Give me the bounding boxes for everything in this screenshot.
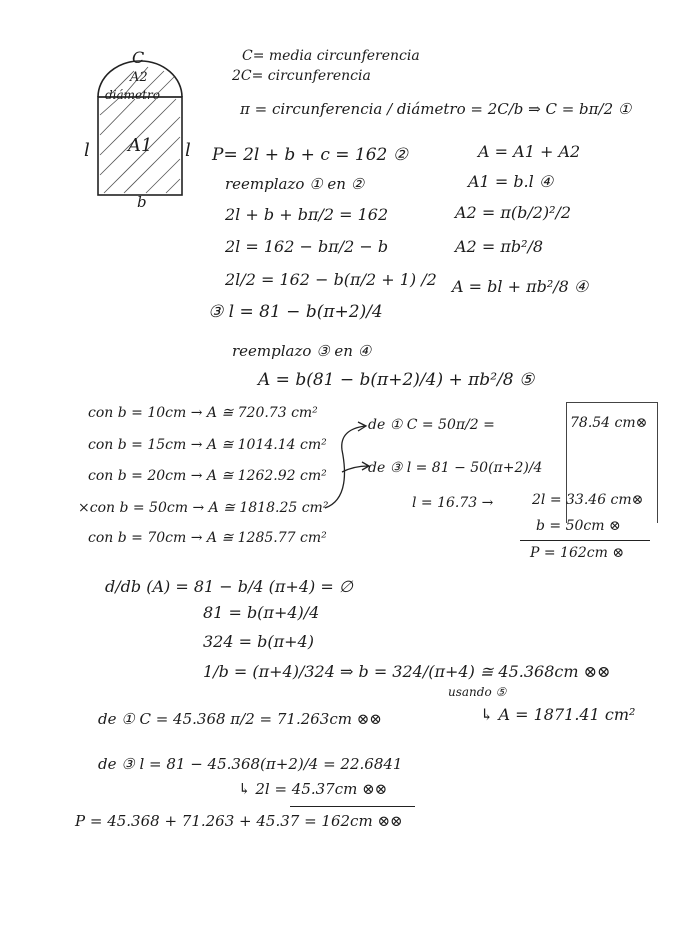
definition-c: C= media circunferencia bbox=[242, 48, 420, 64]
equation-l: ③ l = 81 − b(π+2)/4 bbox=[208, 302, 383, 322]
check-c-value: 78.54 cm⊗ bbox=[570, 415, 648, 431]
optimal-b: 1/b = (π+4)/324 ⇒ b = 324/(π+4) ≅ 45.368cm ⊗⊗ bbox=[203, 662, 611, 681]
underline-2l bbox=[290, 806, 415, 807]
area-total: A = bl + πb²/8 ④ bbox=[452, 277, 589, 296]
trial-b50: ×con b = 50cm → A ≅ 1818.25 cm² bbox=[78, 500, 329, 516]
equation-2: 2l = 162 − bπ/2 − b bbox=[225, 237, 389, 256]
check-perimeter: P = 162cm ⊗ bbox=[530, 545, 625, 561]
replace-3-in-4: reemplazo ③ en ④ bbox=[232, 342, 372, 360]
check-b-value: b = 50cm ⊗ bbox=[536, 518, 621, 534]
check-l-value: l = 16.73 → bbox=[412, 495, 494, 511]
equation-3: 2l/2 = 162 − b(π/2 + 1) /2 bbox=[225, 270, 437, 289]
derivation-step-2: 324 = b(π+4) bbox=[203, 632, 314, 651]
area-a1-label: A1 bbox=[128, 135, 153, 156]
optimal-l: de ③ l = 81 − 45.368(π+2)/4 = 22.6841 bbox=[98, 755, 403, 773]
side-right-label: l bbox=[185, 140, 191, 161]
final-perimeter: P = 45.368 + 71.263 + 45.37 = 162cm ⊗⊗ bbox=[75, 812, 403, 830]
maximum-area: ↳ A = 1871.41 cm² bbox=[480, 705, 636, 724]
using-equation-5: usando ⑤ bbox=[448, 685, 507, 699]
pi-definition: π = circunferencia / diámetro = 2C/b ⇒ C = bπ/2 ① bbox=[240, 100, 632, 118]
area-a2-label: A2 bbox=[130, 70, 148, 85]
base-label: b bbox=[137, 193, 147, 211]
derivative-equation: d/db (A) = 81 − b/4 (π+4) = ∅ bbox=[105, 577, 353, 596]
trial-b10: con b = 10cm → A ≅ 720.73 cm² bbox=[88, 405, 318, 421]
check-c-from-1: de ① C = 50π/2 = bbox=[368, 417, 495, 433]
trial-b20: con b = 20cm → A ≅ 1262.92 cm² bbox=[88, 468, 327, 484]
derivation-step-1: 81 = b(π+4)/4 bbox=[203, 603, 320, 622]
perimeter-equation: P= 2l + b + c = 162 ② bbox=[212, 145, 408, 165]
definition-2c: 2C= circunferencia bbox=[232, 68, 371, 84]
check-l-from-3: de ③ l = 81 − 50(π+2)/4 bbox=[368, 460, 543, 476]
area-sum: A = A1 + A2 bbox=[478, 142, 581, 161]
optimal-2l: ↳ 2l = 45.37cm ⊗⊗ bbox=[238, 780, 388, 798]
sum-line bbox=[520, 540, 650, 541]
arc-label: C bbox=[132, 48, 145, 67]
replace-1-in-2: reemplazo ① en ② bbox=[225, 175, 365, 193]
side-left-label: l bbox=[84, 140, 90, 161]
area-formula: A = b(81 − b(π+2)/4) + πb²/8 ⑤ bbox=[258, 370, 535, 390]
diameter-label: diámetro bbox=[105, 88, 160, 102]
area-a2-b: A2 = πb²/8 bbox=[455, 237, 544, 256]
area-a1: A1 = b.l ④ bbox=[468, 172, 554, 191]
hatching bbox=[100, 67, 180, 193]
check-2l-value: 2l = 33.46 cm⊗ bbox=[532, 492, 644, 508]
equation-1: 2l + b + bπ/2 = 162 bbox=[225, 205, 389, 224]
optimal-c: de ① C = 45.368 π/2 = 71.263cm ⊗⊗ bbox=[98, 710, 382, 728]
trial-b15: con b = 15cm → A ≅ 1014.14 cm² bbox=[88, 437, 327, 453]
trial-b70: con b = 70cm → A ≅ 1285.77 cm² bbox=[88, 530, 327, 546]
area-a2-a: A2 = π(b/2)²/2 bbox=[455, 203, 572, 222]
